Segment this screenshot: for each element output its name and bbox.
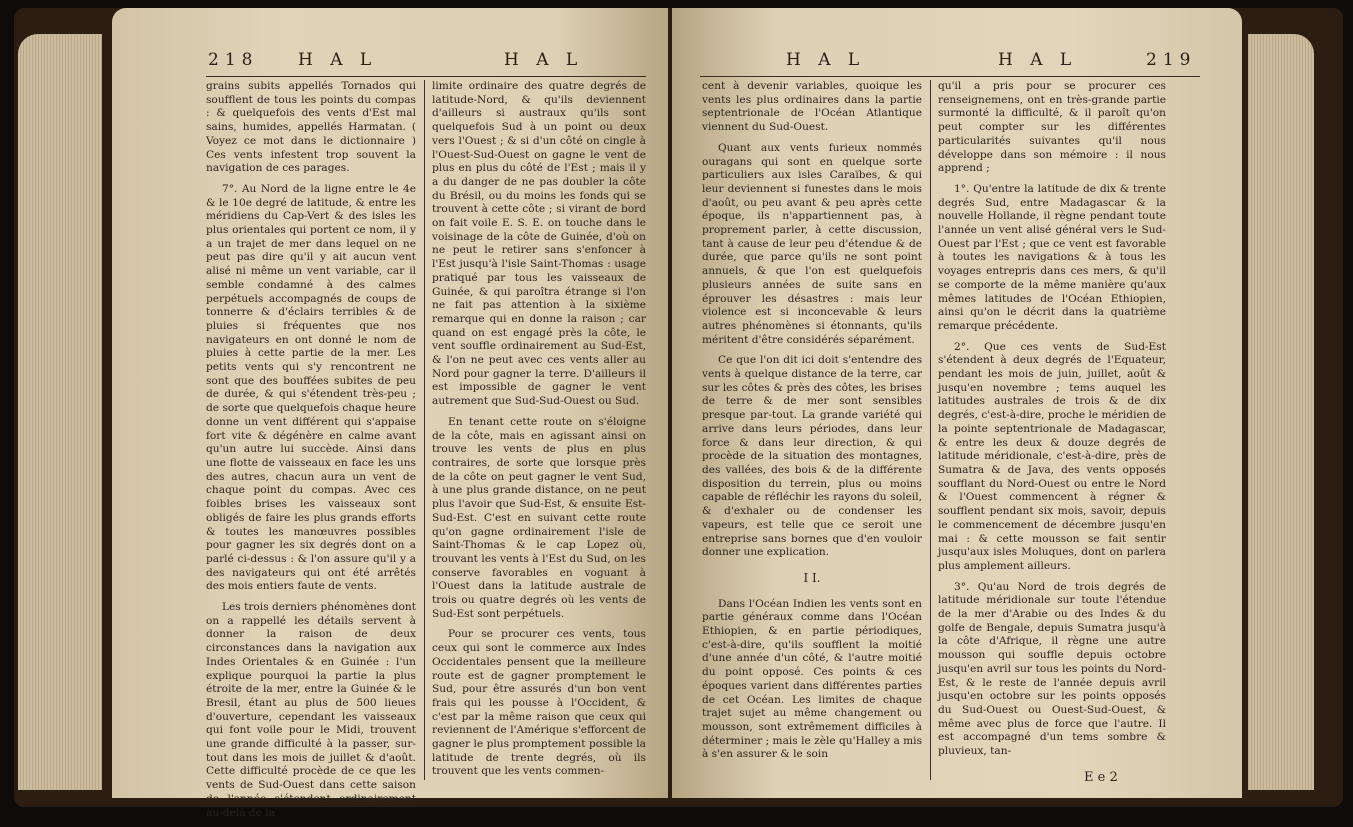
section-heading: I I. [803,570,821,585]
page-number-right: 219 [1146,50,1197,70]
running-head-right-col2: H A L [998,50,1078,70]
signature-mark: E e 2 [1084,770,1118,785]
left-page-edges [18,34,102,790]
paragraph: Les trois derniers phénomènes dont on a rappellé les détails servent à donner la raison de deux circonstances dans la navigation aux Indes Orientales & en Guinée : l'un explique pourquoi la partie la plus étroite de la mer, entre la Guinée & le Bresil, étant au plus de 500 lieues d'ouverture, cependant les vaisseaux qui font voile pour le Midi, trouvent une grande difficulté à la passer, sur-tout dans les mois de juillet & d'août. Cette difficulté procède de ce que les vents de Sud-Ouest dans cette saison de l'année s'étendent ordinairement au-delà de la [206,601,416,819]
right-column-2 [938,80,1166,766]
page-number-left: 218 [208,50,259,70]
right-page-edges [1248,34,1314,790]
right-column-1 [702,80,922,769]
paragraph: 7°. Au Nord de la ligne entre le 4e & le 10e degré de latitude, & entre les méridiens du Cap-Vert & des isles les plus orientales qui portent ce nom, il y a un trajet de mer dans lequel on ne peut pas dire qu'il y ait aucun vent alisé ni même un vent variable, car il semble condamné à des calmes perpétuels accompagnés de coups de tonnerre & d'éclairs terribles & de pluies si fréquentes que nos navigateurs en ont donné le nom de pluies à cette partie de la mer. Les petits vents qui s'y rencontrent ne sont que des bouffées subites de peu de durée, & qui s'étendent très-peu ; de sorte que quelquefois chaque heure donne un vent différent qui s'appaise fort vite & dégénère en calme avant qu'un autre lui succède. Ainsi dans une flotte de vaisseaux en face les uns des autres, chacun aura un vent de chaque point du compas. Avec ces foibles brises les vaisseaux sont obligés de faire les plus grands efforts & toutes les manœuvres possibles pour gagner les six degrés dont on a parlé ci-dessus : & l'on assure qu'il y a des navigateurs qui ont été arrêtés des mois entiers faute de vents. [206,182,416,593]
head-rule-left [206,76,646,77]
paragraph: cent à devenir variables, quoique les vents les plus ordinaires dans la partie septentrionale de l'Océan Atlantique viennent du Sud-Ouest. [702,80,922,134]
paragraph: qu'il a pris pour se procurer ces renseignemens, ont en très-grande partie surmonté la difficulté, & il paroît qu'on peut compter sur les différentes particularités suivantes qu'il nous développe dans son mémoire : il nous apprend ; [938,80,1166,175]
paragraph: grains subits appellés Tornados qui soufflent de tous les points du compas : & quelquefois des vents d'Est mal sains, humides, appellés Harmatan. ( Voyez ce mot dans le dictionnaire ) Ces vents infestent trop souvent la navigation de ces parages. [206,80,416,175]
running-head-right-col1: H A L [786,50,866,70]
paragraph: Ce que l'on dit ici doit s'entendre des vents à quelque distance de la terre, car sur les côtes & près des côtes, les brises de terre & de mer sont sensibles presque par-tout. La grande variété qui arrive dans leurs périodes, dans leur force & dans leur direction, & qui procède de la situation des montagnes, des vallées, des bois & de la différente disposition du terrein, plus ou moins capable de réfléchir les rayons du soleil, & d'exhaler ou de condenser les vapeurs, est telle que ce seroit une entreprise sans bornes que d'en vouloir donner une explication. [702,354,922,559]
paragraph: limite ordinaire des quatre degrés de latitude-Nord, & qu'ils deviennent d'ailleurs si austraux qu'ils sont quelquefois Sud à un point ou deux vers l'Ouest ; & si d'un côté on cingle à l'Ouest-Sud-Ouest on gagne le vent de plus en plus du côté de l'Est ; mais il y a du danger de ne pas doubler la côte du Brésil, ou du moins les fonds qui se trouvent à cette côte ; si virant de bord on fait voile E. S. E. on touche dans le voisinage de la côte de Guinée, d'où on ne peut le retirer sans s'enfoncer à l'Est jusqu'à l'isle Saint-Thomas : usage pratiqué par tous les vaisseaux de Guinée, & qui paroîtra étrange si l'on ne fait pas attention à la sixième remarque qui en donne la raison ; car quand on est engagé près la côte, le vent souffle ordinairement au Sud-Est, & l'on ne peut avec ces vents aller au Nord pour gagner la terre. D'ailleurs il est impossible de gagner le vent autrement que Sud-Sud-Ouest ou Sud. [432,80,646,408]
paragraph: 2°. Que ces vents de Sud-Est s'étendent à deux degrés de l'Equateur, pendant les mois de juin, juillet, août & jusqu'en novembre ; tems auquel les latitudes australes de trois & de dix degrés, c'est-à-dire, proche le méridien de la pointe septentrionale de Madagascar, & entre les deux & douze degrés de latitude méridionale, c'est-à-dire, près de Sumatra & de Java, des vents opposés soufflant du Nord-Ouest ou entre le Nord & l'Ouest commencent à régner & soufflent pendant six mois, savoir, depuis le commencement de décembre jusqu'en mai : & cette mousson se fait sentir jusqu'aux isles Moluques, dont on parlera plus amplement ailleurs. [938,340,1166,572]
head-rule-right [700,76,1200,77]
column-rule-left [424,80,425,780]
left-page [112,8,668,819]
left-column-1 [206,80,416,827]
paragraph: 3°. Qu'au Nord de trois degrés de latitude méridionale sur toute l'étendue de la mer d'Arabie ou des Indes & du golfe de Bengale, depuis Sumatra jusqu'à la côte d'Afrique, il règne une autre mousson qui souffle depuis octobre jusqu'en avril sur tous les points du Nord-Est, & le reste de l'année depuis avril jusqu'en octobre sur les points opposés du Sud-Ouest ou Ouest-Sud-Ouest, & même avec plus de force que l'autre. Il est accompagné d'un tems sombre & pluvieux, tan- [938,580,1166,758]
paragraph: Pour se procurer ces vents, tous ceux qui sont le commerce aux Indes Occidentales pensent que la meilleure route est de gagner promptement le Sud, pour être assurés d'un bon vent frais qui les pousse à l'Occident, & c'est par la même raison que ceux qui reviennent de l'Amérique s'efforcent de gagner le plus promptement possible la latitude de trente degrés, où ils trouvent que les vents commen- [432,628,646,778]
column-rule-right [930,80,931,780]
right-page [672,8,1242,798]
paragraph: En tenant cette route on s'éloigne de la côte, mais en agissant ainsi on trouve les vents de plus en plus contraires, de sorte que lorsque près de la côte on peut gagner le vent Sud, à une plus grande distance, on ne peut plus l'avoir que Sud-Est, & ensuite Est-Sud-Est. C'est en suivant cette route qu'on gagne ordinairement l'isle de Saint-Thomas & le cap Lopez où, trouvant les vents à l'Est du Sud, on les conserve favorables en voguant à l'Ouest dans la latitude australe de trois ou quatre degrés où les vents de Sud-Est sont perpétuels. [432,415,646,620]
running-head-left-col2: H A L [504,50,584,70]
left-column-2 [432,80,646,786]
paragraph: Dans l'Océan Indien les vents sont en partie généraux comme dans l'Océan Ethiopien, & en partie périodiques, c'est-à-dire, qu'ils soufflent la moitié d'une année d'un côté, & l'autre moitié du point opposé. Ces points & ces époques varient dans différentes parties de cet Océan. Les limites de chaque trajet sujet au même changement ou mousson, sont extrêmement difficiles à déterminer ; mais le zèle qu'Halley a mis à s'en assurer & le soin [702,597,923,761]
paragraph: 1°. Qu'entre la latitude de dix & trente degrés Sud, entre Madagascar & la nouvelle Hollande, il règne pendant toute l'année un vent alisé général vers le Sud-Ouest par l'Est ; que ce vent est favorable à toutes les navigations & à tous les voyages entrepris dans ces mers, & qu'il se comporte de la même manière qu'aux mêmes latitudes de l'Océan Ethiopien, ainsi qu'on le décrit dans la quatrième remarque précédente. [938,182,1166,332]
paragraph: Quant aux vents furieux nommés ouragans qui sont en quelque sorte particuliers aux isles Caraïbes, & qui leur deviennent si funestes dans le mois d'août, ou peu avant & peu après cette époque, ils n'appartiennent pas, à proprement parler, à cette discussion, tant à cause de leur peu d'étendue & de durée, que parce qu'ils ne sont point annuels, & que l'on est quelquefois plusieurs années de suite sans en éprouver les désastres : mais leur violence est si inconcevable & leurs autres phénomènes si étonnants, qu'ils méritent d'être considérés séparément. [702,141,922,346]
running-head-left-col1: H A L [298,50,378,70]
